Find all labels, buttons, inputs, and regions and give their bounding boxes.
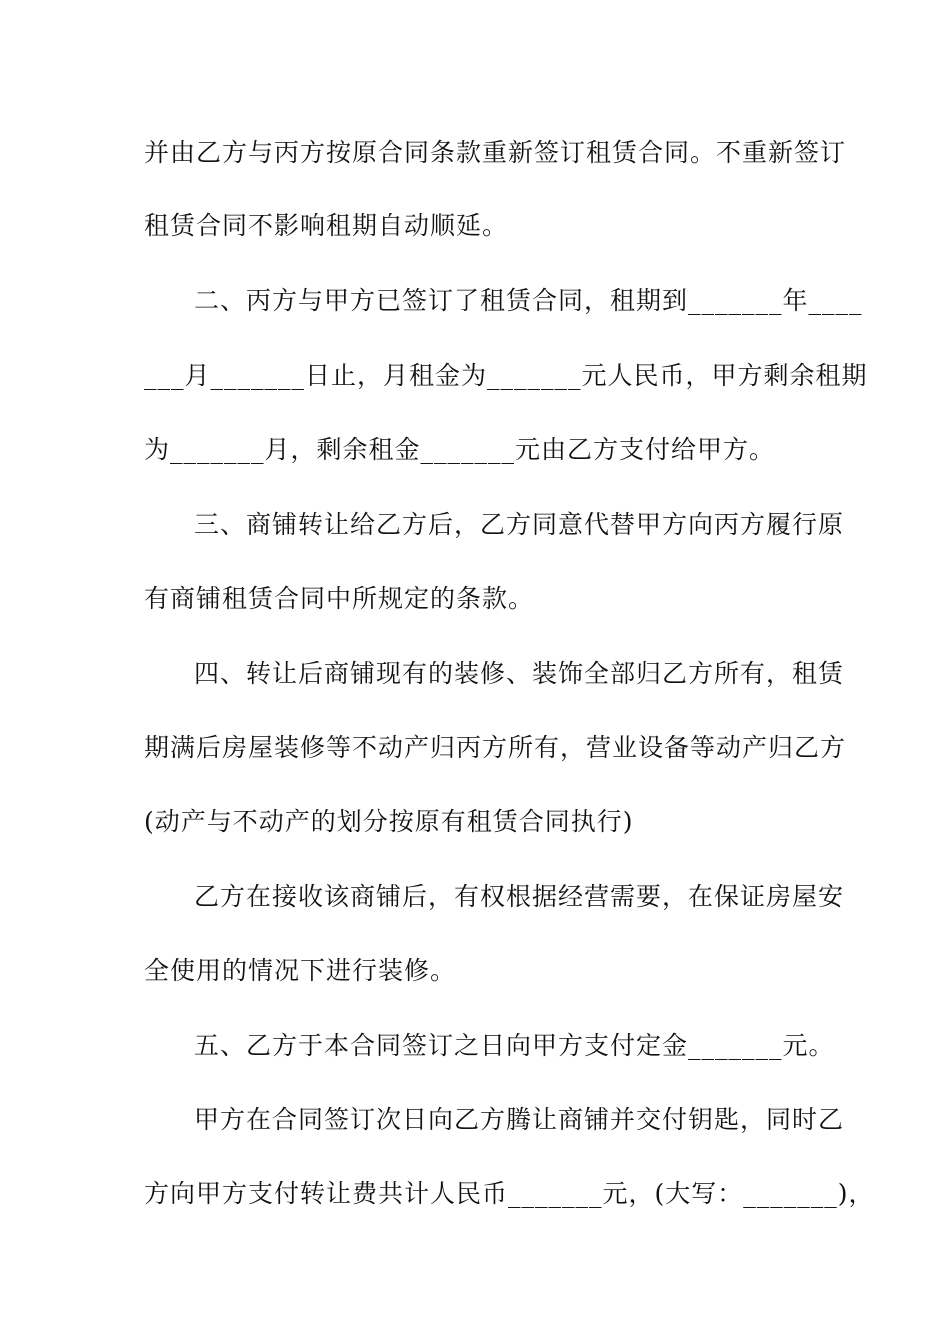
paragraph-renovation-line-1: 乙方在接收该商铺后，有权根据经营需要，在保证房屋安 <box>194 882 845 911</box>
clause-2-line-2: ___月_______日止，月租金为_______元人民币，甲方剩余租期 <box>144 361 868 390</box>
clause-2-line-3: 为_______月，剩余租金_______元由乙方支付给甲方。 <box>144 435 776 464</box>
clause-5-line-1: 五、乙方于本合同签订之日向甲方支付定金_______元。 <box>194 1031 835 1060</box>
clause-4-line-1: 四、转让后商铺现有的装修、装饰全部归乙方所有，租赁 <box>194 659 845 688</box>
text-line-2: 租赁合同不影响租期自动顺延。 <box>144 211 509 240</box>
clause-4-line-3: (动产与不动产的划分按原有租赁合同执行) <box>144 807 634 836</box>
paragraph-handover-line-1: 甲方在合同签订次日向乙方腾让商铺并交付钥匙，同时乙 <box>194 1105 845 1134</box>
clause-3-line-1: 三、商铺转让给乙方后，乙方同意代替甲方向丙方履行原 <box>194 510 845 539</box>
paragraph-renovation-line-2: 全使用的情况下进行装修。 <box>144 956 457 985</box>
text-line-1: 并由乙方与丙方按原合同条款重新签订租赁合同。不重新签订 <box>144 138 847 167</box>
paragraph-handover-line-2: 方向甲方支付转让费共计人民币_______元，(大写：_______)， <box>144 1179 875 1208</box>
clause-3-line-2: 有商铺租赁合同中所规定的条款。 <box>144 584 535 613</box>
clause-4-line-2: 期满后房屋装修等不动产归丙方所有，营业设备等动产归乙方 <box>144 733 847 762</box>
clause-2-line-1: 二、丙方与甲方已签订了租赁合同，租期到_______年____ <box>194 286 863 315</box>
